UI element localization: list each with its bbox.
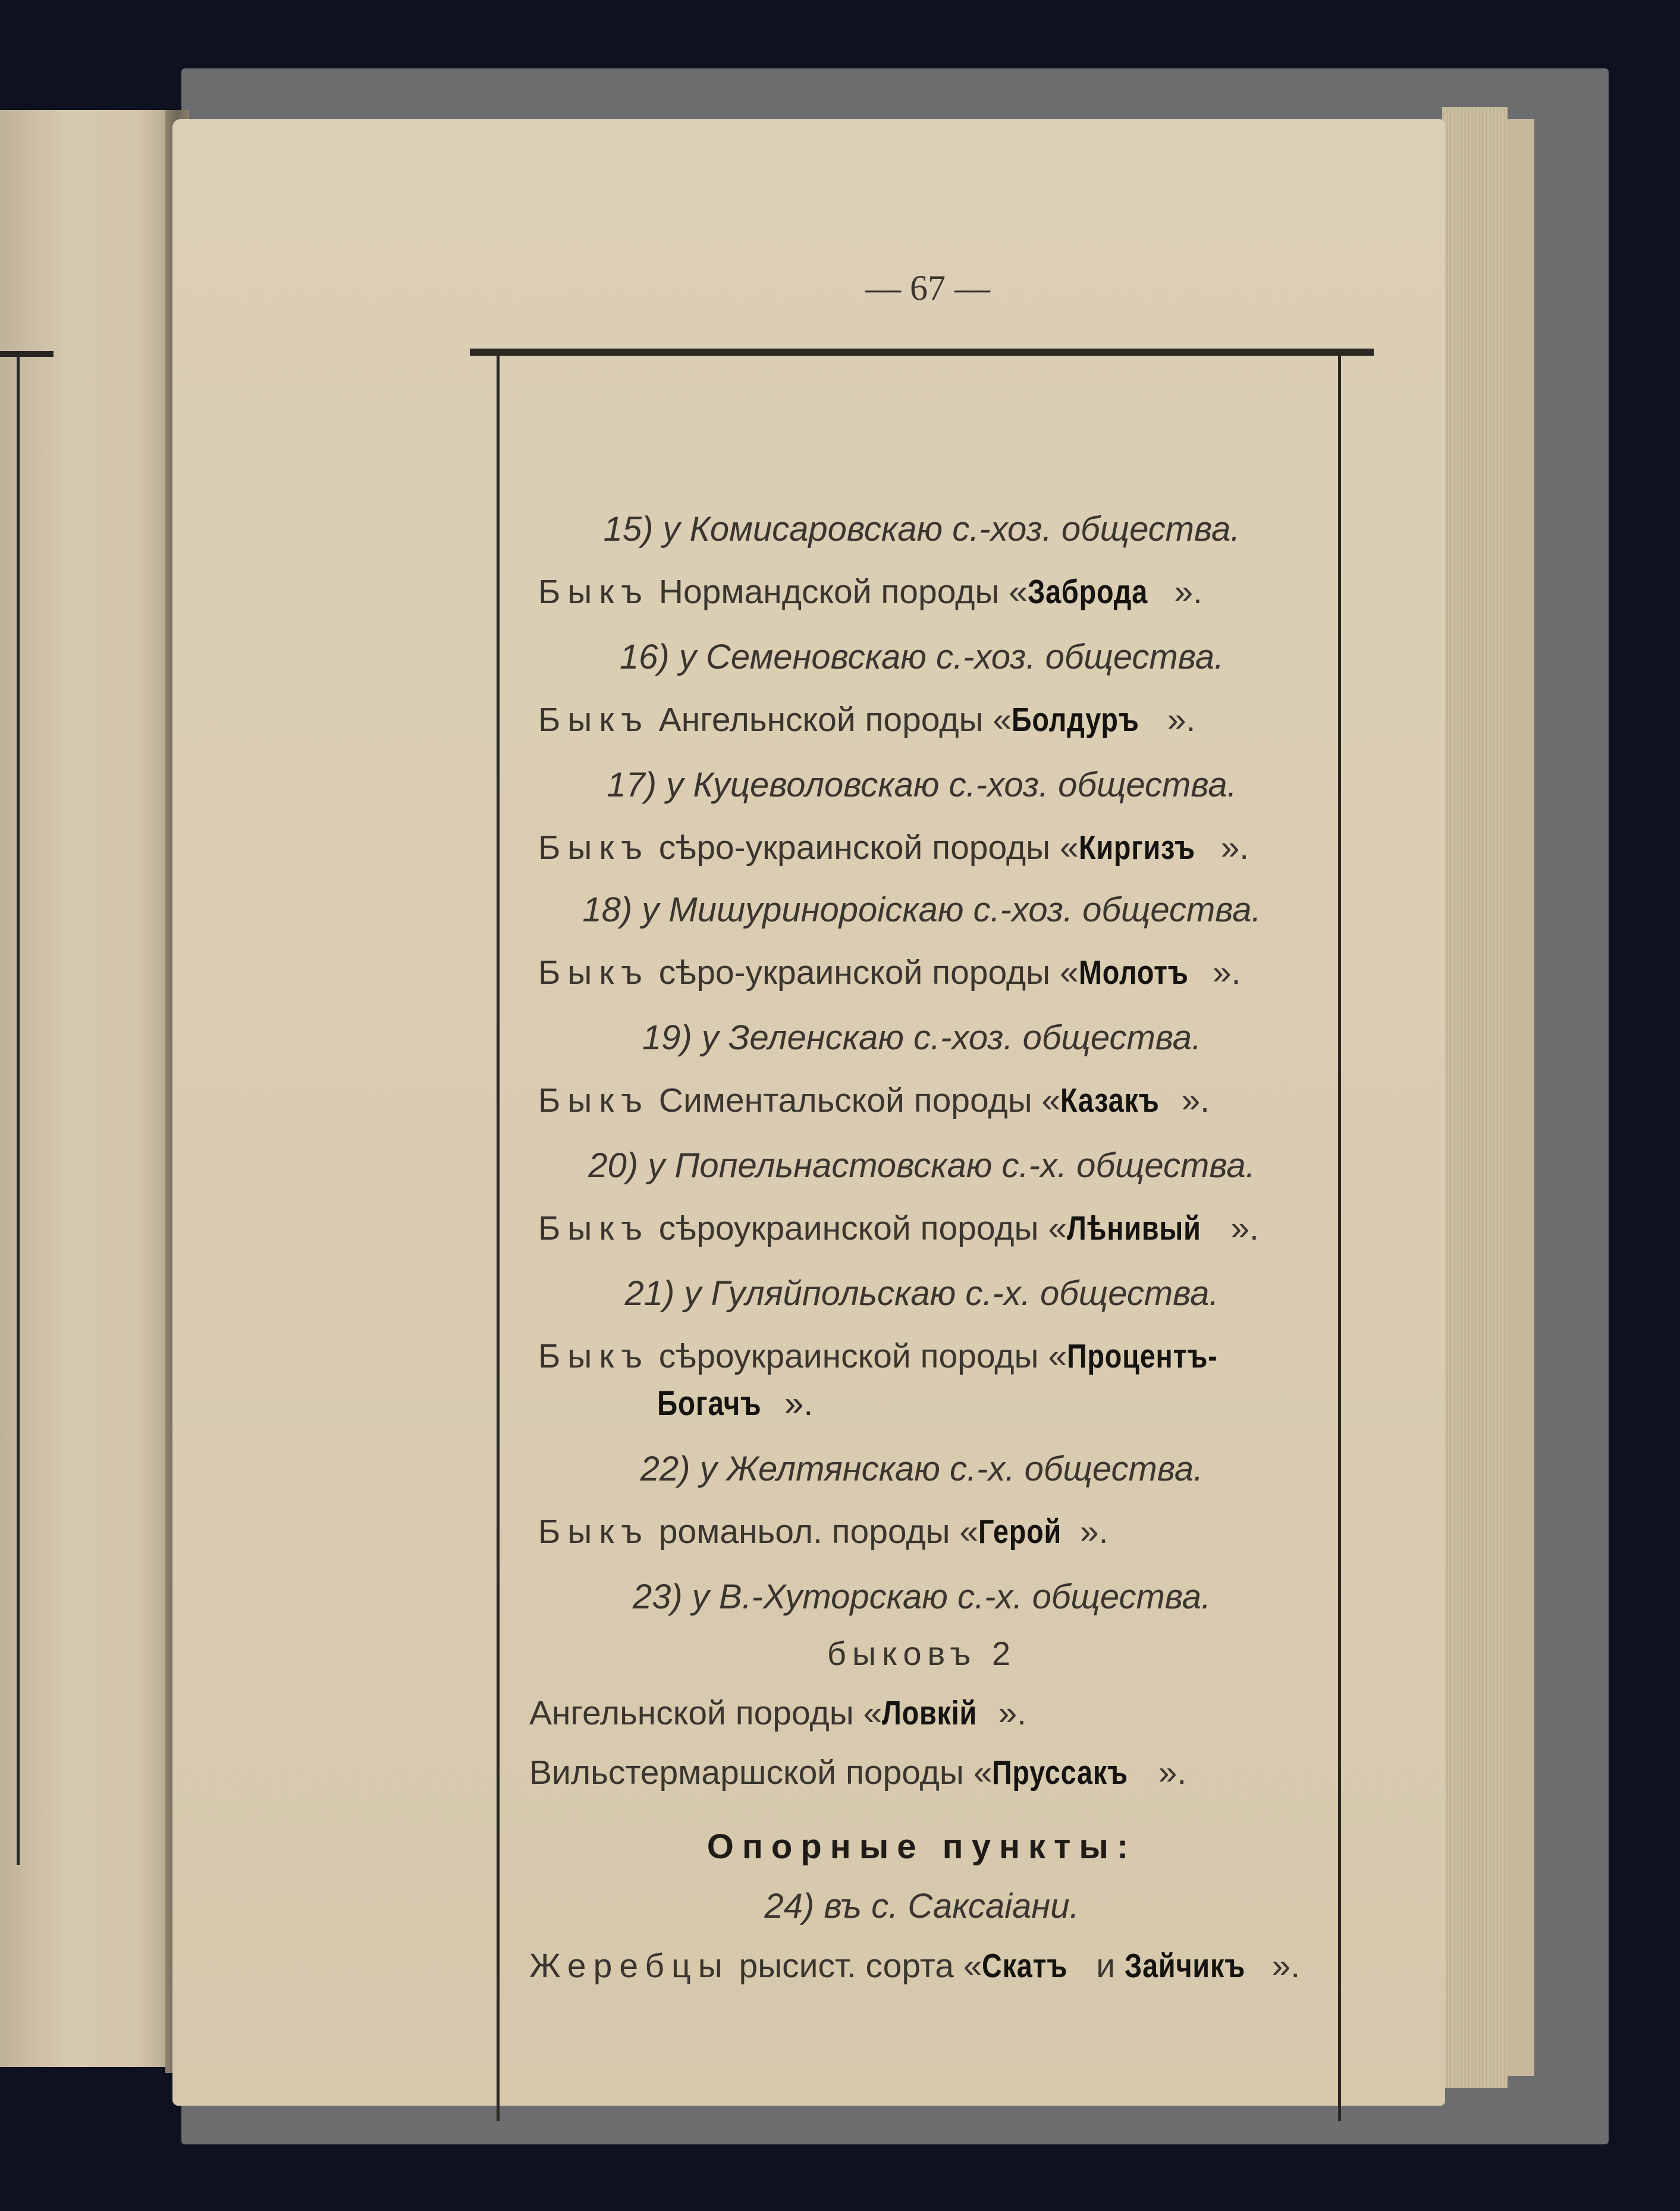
breed-line [529,1749,1362,1796]
entry-suffix: ». [1174,573,1202,611]
entry-prefix: Быкъ [538,1081,649,1119]
animal-name: Процентъ- [1067,1337,1218,1375]
breed-line [529,1689,1362,1737]
entry-line [538,1205,1371,1252]
entry-suffix: ». [1220,829,1249,867]
entry-prefix: Быкъ [538,1209,649,1247]
left-page [0,110,172,2067]
entry-prefix: Быкъ [538,954,649,992]
animal-name: Герой [978,1513,1062,1551]
entry-heading: 23) у В.-Хуторскаю с.-х. общества. [632,1578,1211,1616]
entry-prefix: Быкъ [538,1513,649,1551]
animal-name: Киргизъ [1078,829,1195,867]
entry-text: рысист. сорта « [739,1947,982,1985]
entry-heading: 21) у Гуляйпольскаю с.-х. общества. [624,1274,1219,1313]
animal-name: Скатъ [982,1947,1068,1985]
animal-name: Заброда [1027,573,1148,611]
entry-prefix: Быкъ [538,701,649,739]
entry-text: Ангельнской породы « [658,701,1012,739]
entry-text: сѣро-украинской породы « [658,829,1079,867]
entry-suffix: ». [1230,1209,1259,1247]
entry-suffix: ». [1167,701,1196,739]
point-heading: 24) въ с. Саксаіани. [764,1887,1079,1925]
stallions-line [529,1942,1362,1990]
entry-line [538,949,1371,996]
entry-heading: 20) у Попельнастовскаю с.-х. общества. [588,1146,1255,1185]
entry-line [538,1332,1371,1380]
animal-name: Молотъ [1078,954,1189,992]
entry-line [538,568,1371,616]
animal-name: Лѣнивый [1067,1209,1201,1247]
animal-name: Пруссакъ [992,1754,1129,1792]
entry-text: Нормандской породы « [658,573,1028,611]
entry-text: романьол. породы « [658,1513,979,1551]
entry-text: сѣроукраинской породы « [658,1209,1067,1247]
entry-prefix: Быкъ [538,829,649,867]
section-title: Опорные пункты: [706,1827,1137,1866]
entry-heading: 16) у Семеновскаю с.-хоз. общества. [619,638,1224,676]
animal-name-continuation: Богачъ [657,1384,762,1423]
left-page-rule [0,351,54,357]
book-back-board [1505,119,1534,2076]
entry-prefix: Быкъ [538,1337,649,1375]
entry-line [538,1077,1371,1124]
breed-text: Вильстермаршской породы « [529,1754,993,1792]
entry-text: сѣроукраинской породы « [658,1337,1067,1375]
right-page [172,119,1445,2106]
page-number: — 67 — [865,268,990,308]
entry-continuation [657,1380,1490,1428]
page-edges [1442,107,1508,2088]
entry-line [538,696,1371,744]
entry-suffix: ». [1212,954,1241,992]
breed-text: Ангельнской породы « [529,1694,883,1732]
entry-suffix: ». [998,1694,1027,1732]
entry-suffix: ». [784,1384,814,1423]
entry-text: Симентальской породы « [658,1081,1061,1119]
entry-heading: 18) у Мишуринороіскаю с.-хоз. общества. [582,890,1261,929]
animal-name: Ловкій [882,1694,978,1732]
entry-line [538,1508,1371,1555]
entry-suffix: ». [1271,1947,1301,1985]
entry-suffix: ». [1181,1081,1210,1119]
entry-suffix: ». [1158,1754,1187,1792]
entry-text: сѣро-украинской породы « [658,954,1079,992]
entry-prefix: Жеребцы [529,1947,730,1985]
entry-heading: 22) у Желтянскаю с.-х. общества. [640,1450,1204,1488]
entry-suffix: ». [1079,1513,1109,1551]
entry-line [538,824,1371,871]
animal-name: Болдуръ [1012,701,1139,739]
entry-text: и [1086,1947,1125,1985]
header-rule [470,349,1374,356]
bulls-count: быковъ 2 [827,1635,1017,1672]
entry-heading: 17) у Куцеволовскаю с.-хоз. общества. [607,766,1237,804]
animal-name: Зайчикъ [1124,1947,1245,1985]
animal-name: Казакъ [1060,1081,1160,1119]
entry-heading: 19) у Зеленскаю с.-хоз. общества. [642,1018,1202,1057]
left-page-frame [17,354,20,1865]
entry-prefix: Быкъ [538,573,649,611]
entry-heading: 15) у Комисаровскаю с.-хоз. общества. [603,510,1241,548]
frame-left-rule [497,355,500,2121]
